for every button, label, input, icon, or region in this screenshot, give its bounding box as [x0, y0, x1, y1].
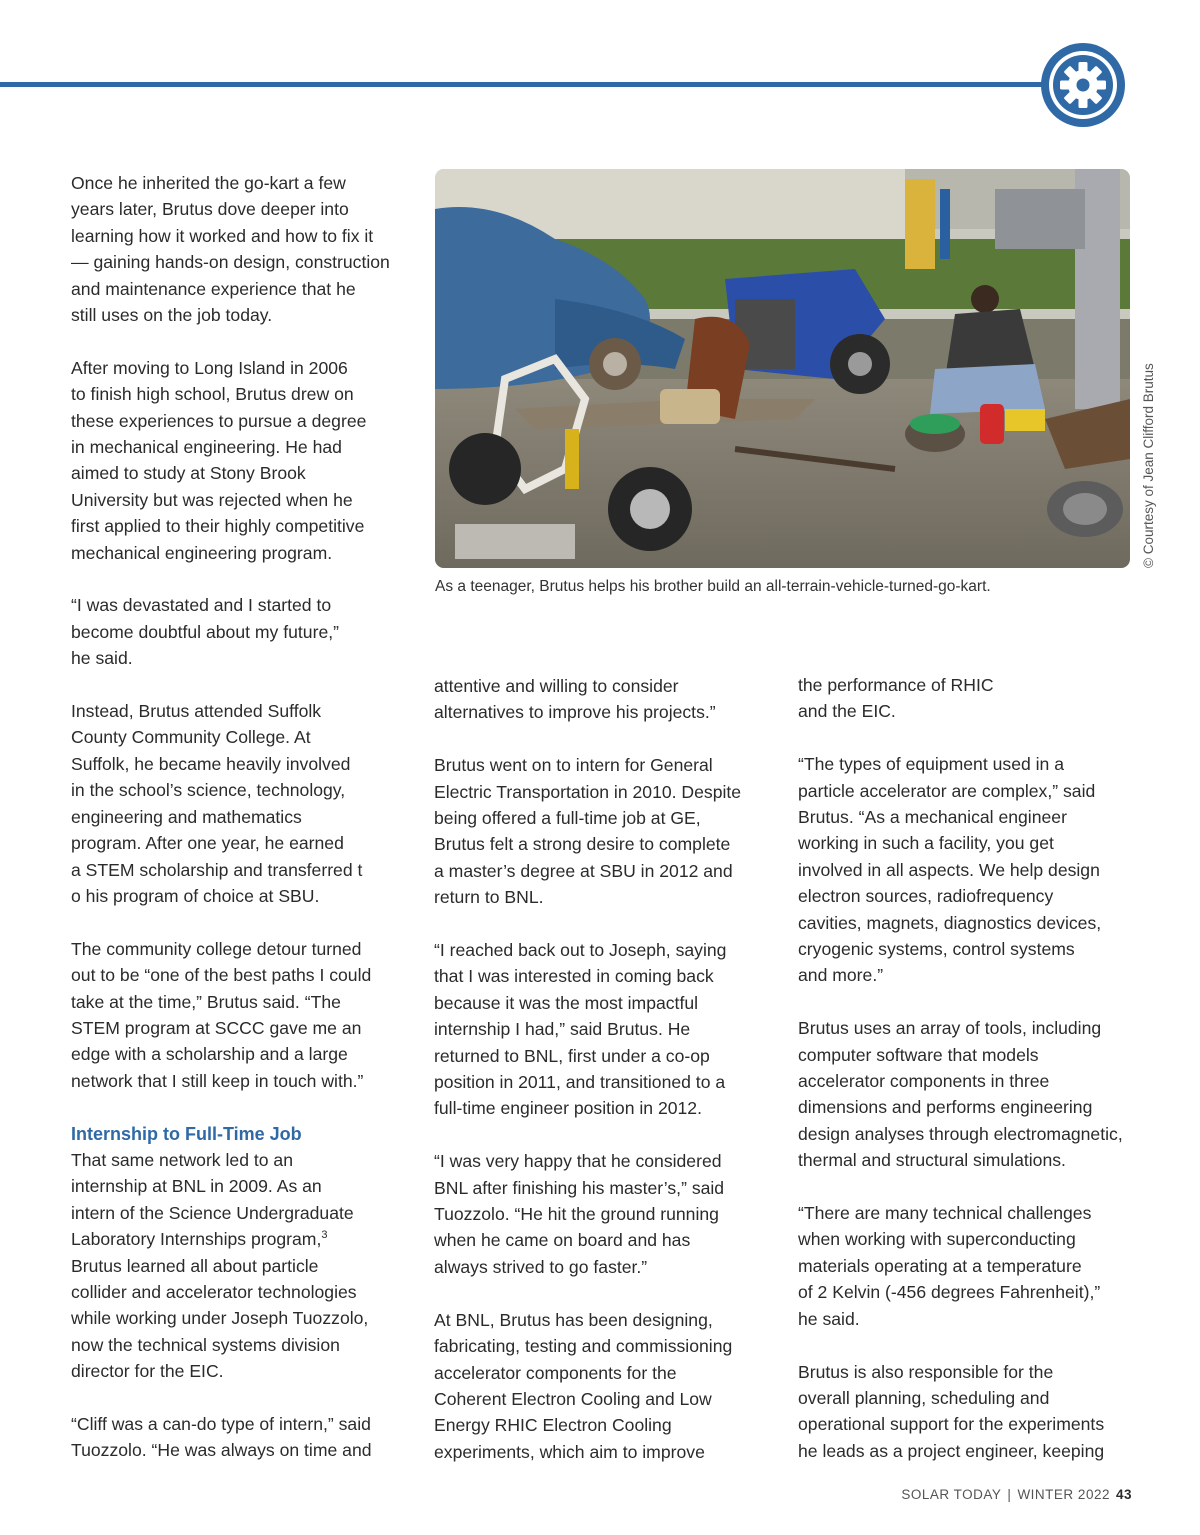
paragraph: “I was very happy that he considered BNL after finishing his master’s,” said Tuozzolo. “He hit the ground running when he came on board and has always strived to go faster.”	[434, 1151, 725, 1277]
paragraph: After moving to Long Island in 2006 to finish high school, Brutus drew on these experiences to pursue a degree in mechanical engineering. He had aimed to study at Stony Brook University but was rejected when he first applied to their highly competitive mechanical engineering program.	[71, 357, 367, 563]
issue-label: WINTER 2022	[1017, 1487, 1110, 1502]
article-column-1	[71, 170, 416, 1464]
paragraph: attentive and willing to consider alternatives to improve his projects.”	[434, 676, 716, 723]
page-number: 43	[1115, 1487, 1132, 1502]
footer-separator: |	[1007, 1487, 1012, 1502]
paragraph: At BNL, Brutus has been designing, fabricating, testing and commissioning accelerator components for the Coherent Electron Cooling and Low Energy RHIC Electron Cooling experiments, which aim to improve	[434, 1309, 733, 1462]
paragraph: Brutus uses an array of tools, including computer software that models accelerator components in three dimensions and performs engineering design analyses through electromagnetic, thermal and structural simulations.	[798, 1018, 1123, 1171]
header-rule	[0, 82, 1050, 87]
paragraph: “I reached back out to Joseph, saying that I was interested in coming back because it was the most impactful internship I had,” said Brutus. He returned to BNL, first under a co-op position in 2011, and transitioned to a full-time engineer position in 2012.	[434, 940, 727, 1119]
section-subheading: Internship to Full-Time Job	[71, 1123, 302, 1144]
publication-name: SOLAR TODAY	[901, 1487, 1002, 1502]
article-column-3	[798, 672, 1138, 1464]
paragraph: the performance of RHIC and the EIC.	[798, 675, 994, 722]
internship-section	[71, 1121, 416, 1385]
footnote-marker: 3	[321, 1229, 328, 1242]
paragraph: Instead, Brutus attended Suffolk County Community College. At Suffolk, he became heavily involved in the school’s science, technology, engineering and mathematics program. After one year, he earned a STEM scholarship and transferred t o his program of choice at SBU.	[71, 701, 363, 906]
paragraph: “There are many technical challenges when working with superconducting materials operating at a temperature of 2 Kelvin (-456 degrees Fahrenheit),” he said.	[798, 1203, 1101, 1329]
paragraph	[71, 1147, 416, 1385]
paragraph: The community college detour turned out to be “one of the best paths I could take at the time,” Brutus said. “The STEM program at SCCC gave me an edge with a scholarship and a large network that I still keep in touch with.”	[71, 938, 372, 1091]
paragraph-text: Brutus learned all about particle collider and accelerator technologies while working under Joseph Tuozzolo, now the technical systems division director for the EIC.	[71, 1255, 369, 1382]
paragraph: “I was devastated and I started to become doubtful about my future,” he said.	[71, 595, 339, 669]
atv-photo	[435, 169, 1130, 568]
photo-caption: As a teenager, Brutus helps his brother build an all-terrain-vehicle-turned-go-kart.	[435, 578, 991, 595]
article-column-2	[434, 673, 774, 1465]
photo-credit: © Courtesy of Jean Clifford Brutus	[1141, 363, 1156, 568]
paragraph-text: That same network led to an internship at BNL in 2009. As an intern of the Science Undergraduate Laboratory Internships program,	[71, 1149, 354, 1250]
paragraph: “Cliff was a can-do type of intern,” said Tuozzolo. “He was always on time and	[71, 1414, 372, 1461]
page-footer	[901, 1485, 1132, 1505]
paragraph: Once he inherited the go-kart a few years later, Brutus dove deeper into learning how it worked and how to fix it — gaining hands-on design, construction and maintenance experience that he still uses on the job today.	[71, 173, 390, 326]
gear-icon	[1038, 40, 1128, 130]
paragraph: “The types of equipment used in a particle accelerator are complex,” said Brutus. “As a mechanical engineer working in such a facility, you get involved in all aspects. We help design electron sources, radiofrequency cavities, magnets, diagnostics devices, cryogenic systems, control systems and more.”	[798, 754, 1102, 986]
paragraph: Brutus went on to intern for General Electric Transportation in 2010. Despite being offered a full-time job at GE, Brutus felt a strong desire to complete a master’s degree at SBU in 2012 and return to BNL.	[434, 755, 742, 908]
paragraph: Brutus is also responsible for the overall planning, scheduling and operational support for the experiments he leads as a project engineer, keeping	[798, 1361, 1105, 1461]
